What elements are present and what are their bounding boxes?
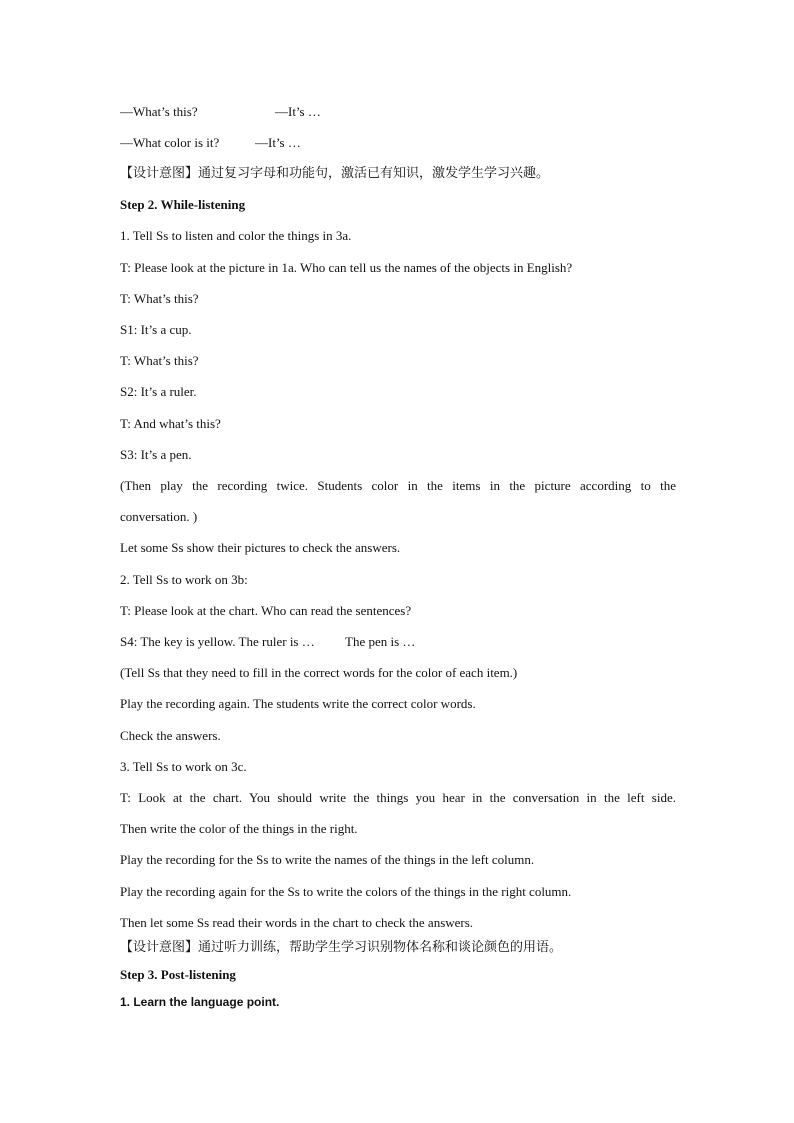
teacher-line-continued: Then write the color of the things in the right. — [120, 821, 358, 836]
teacher-line: T: What’s this? — [120, 353, 199, 368]
dialogue-question: —What’s this? — [120, 104, 198, 119]
sub-heading: 1. Learn the language point. — [120, 995, 280, 1009]
step-3-heading: Step 3. Post-listening — [120, 967, 236, 982]
student-line: S3: It’s a pen. — [120, 447, 192, 462]
note-line: (Tell Ss that they need to fill in the correct words for the color of each item.) — [120, 665, 518, 680]
dialogue-line-2 — [120, 135, 301, 151]
student-line — [120, 634, 416, 650]
note-line: (Then play the recording twice. Students color in the items in the picture according to the — [120, 478, 676, 493]
design-intent-2: 【设计意图】通过听力训练，帮助学生学习识别物体名称和谈论颜色的用语。 — [120, 940, 563, 955]
instruction-2: 2. Tell Ss to work on 3b: — [120, 572, 248, 587]
student-sentence: The pen is … — [345, 634, 416, 649]
note-line-continued: conversation. ) — [120, 509, 198, 524]
paragraph-line: Check the answers. — [120, 728, 221, 743]
paragraph-line: Let some Ss show their pictures to check the answers. — [120, 540, 401, 555]
teacher-line: T: Please look at the chart. Who can read the sentences? — [120, 603, 412, 618]
paragraph-line: Play the recording again. The students write the correct color words. — [120, 696, 476, 711]
instruction-1: 1. Tell Ss to listen and color the things in 3a. — [120, 228, 352, 243]
dialogue-answer: —It’s … — [275, 104, 321, 119]
student-sentence: S4: The key is yellow. The ruler is … — [120, 634, 315, 649]
dialogue-answer: —It’s … — [255, 135, 301, 150]
dialogue-question: —What color is it? — [120, 135, 220, 150]
teacher-line: T: What’s this? — [120, 291, 199, 306]
instruction-3: 3. Tell Ss to work on 3c. — [120, 759, 247, 774]
design-intent-1: 【设计意图】通过复习字母和功能句，激活已有知识，激发学生学习兴趣。 — [120, 166, 550, 181]
student-line: S1: It’s a cup. — [120, 322, 192, 337]
dialogue-line-1 — [120, 104, 321, 120]
paragraph-line: Then let some Ss read their words in the chart to check the answers. — [120, 915, 474, 930]
step-2-heading: Step 2. While-listening — [120, 197, 246, 212]
teacher-line: T: Please look at the picture in 1a. Who can tell us the names of the objects in English? — [120, 260, 573, 275]
paragraph-line: Play the recording again for the Ss to write the colors of the things in the right column. — [120, 884, 572, 899]
teacher-line: T: And what’s this? — [120, 416, 221, 431]
teacher-line: T: Look at the chart. You should write the things you hear in the conversation in the left side. — [120, 790, 676, 805]
student-line: S2: It’s a ruler. — [120, 384, 197, 399]
paragraph-line: Play the recording for the Ss to write the names of the things in the left column. — [120, 852, 535, 867]
